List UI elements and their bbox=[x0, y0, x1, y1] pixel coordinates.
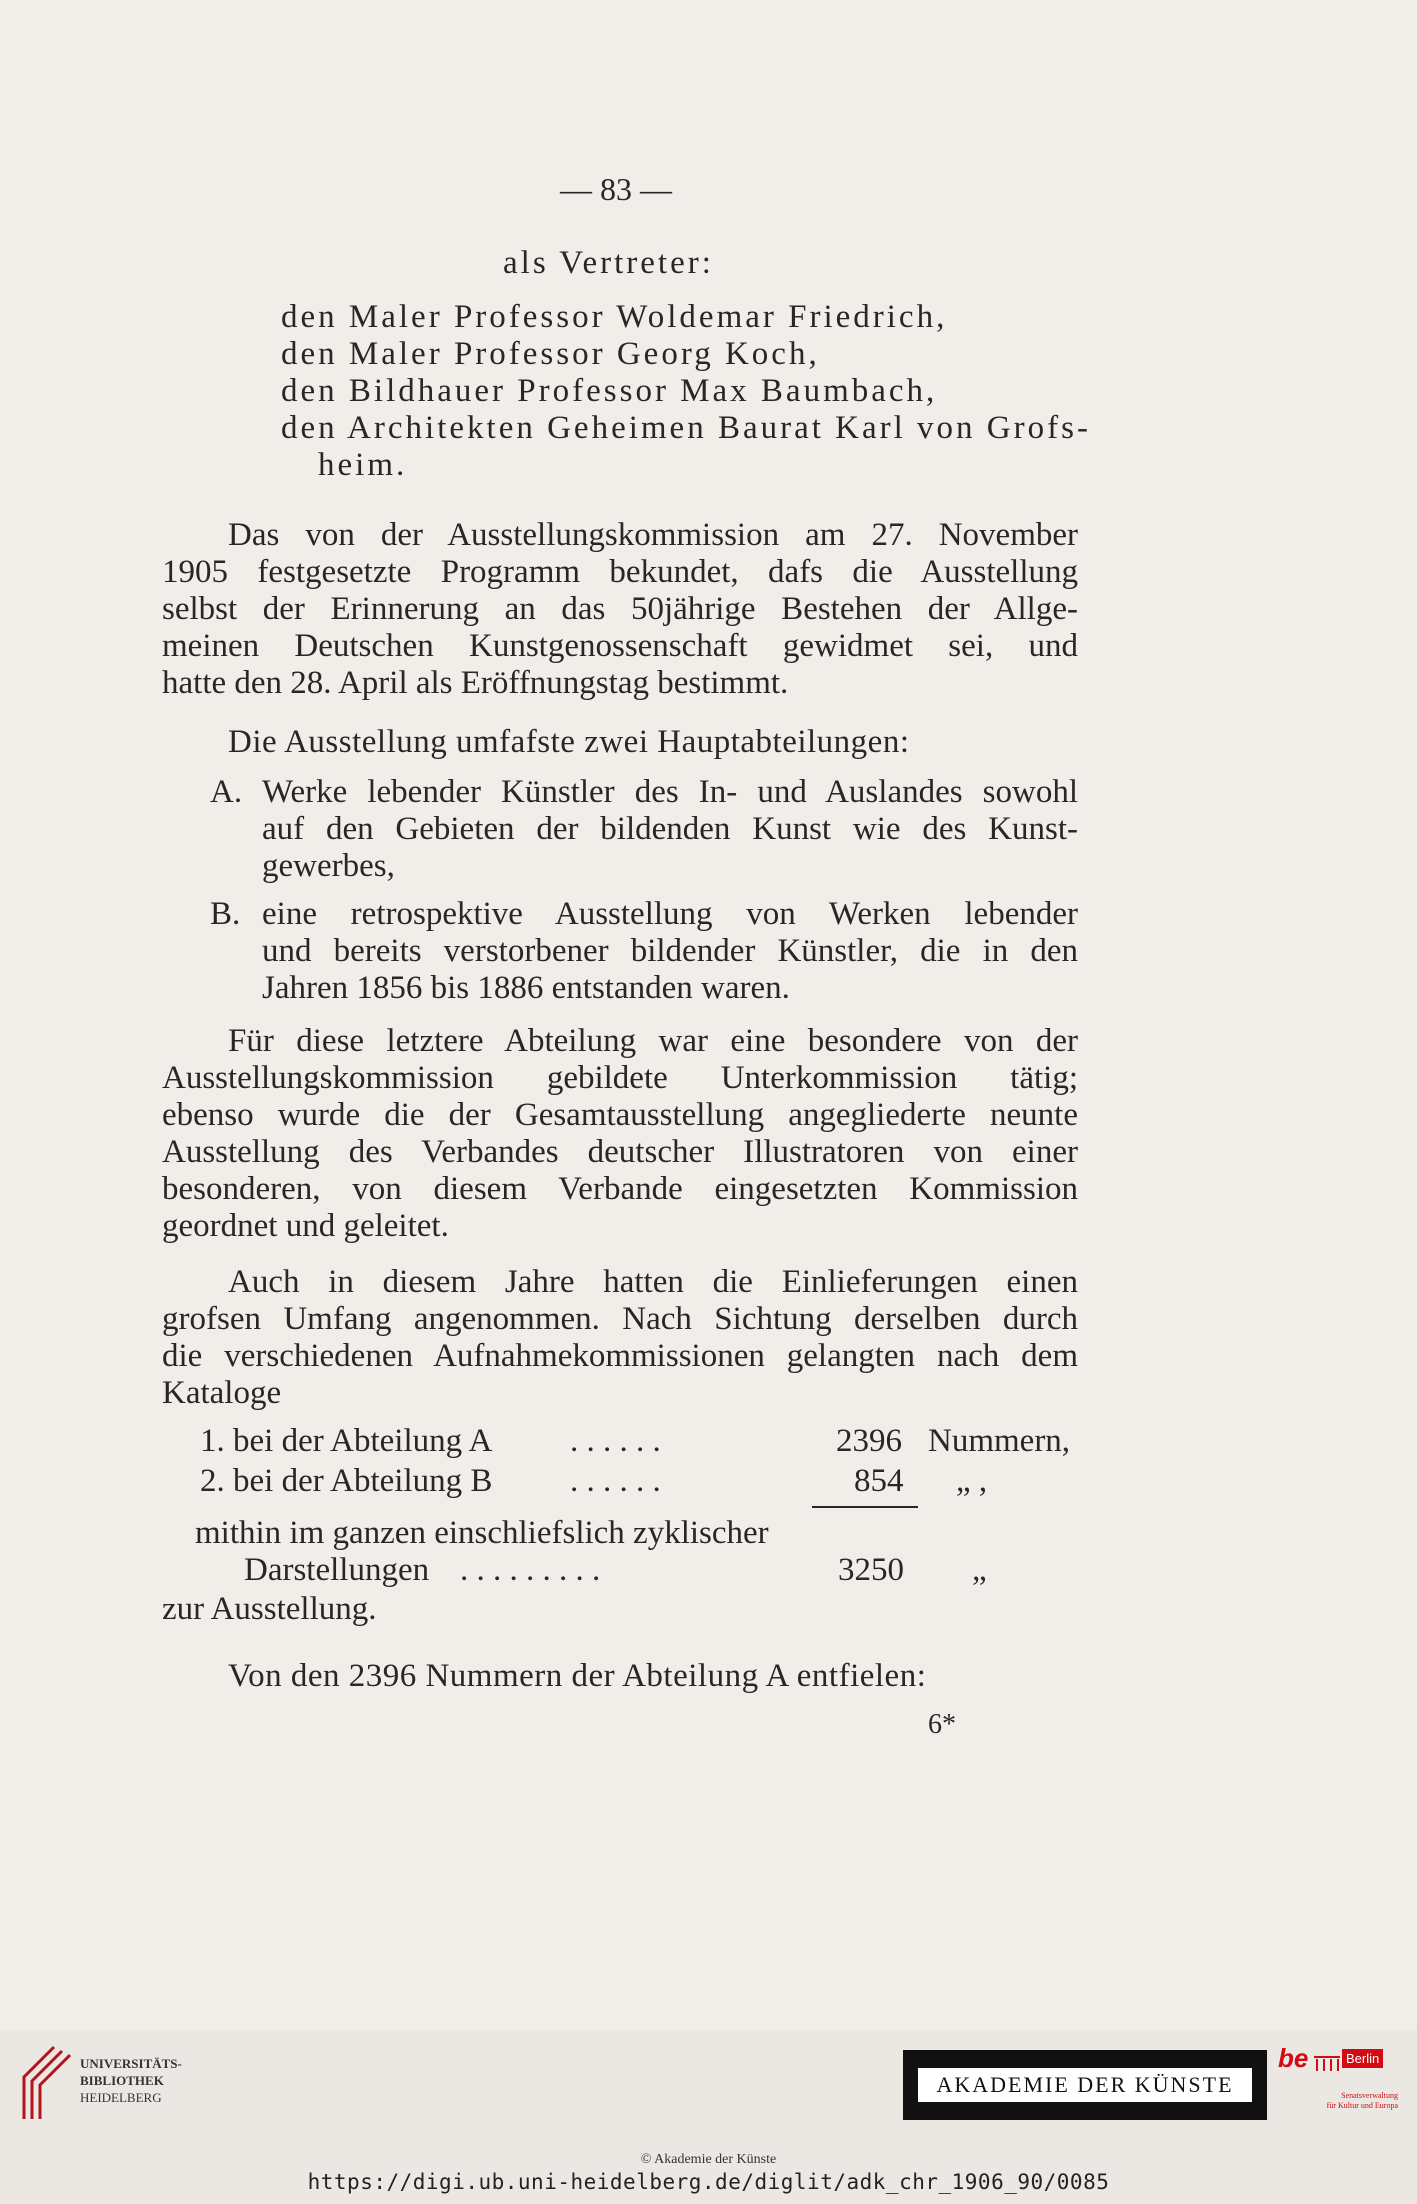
table-total-dots: . . . . . . . . . bbox=[460, 1552, 601, 1588]
university-library-name bbox=[80, 2055, 182, 2106]
paragraph-line: Ausstellungskommission gebildete Unterkommission tätig; bbox=[162, 1060, 1078, 1096]
berlin-badge: Berlin bbox=[1342, 2049, 1383, 2068]
table-row-unit: Nummern, bbox=[928, 1423, 1071, 1459]
list-item: den Maler Professor Georg Koch, bbox=[281, 336, 820, 372]
berlin-be-icon: be bbox=[1278, 2043, 1309, 2073]
library-line: HEIDELBERG bbox=[80, 2090, 162, 2105]
permalink-url[interactable]: https://digi.ub.uni-heidelberg.de/diglit/adk_chr_1906_90/0085 bbox=[307, 2170, 1110, 2194]
library-line: UNIVERSITÄTS- bbox=[80, 2056, 182, 2071]
paragraph-line: Die Ausstellung umfafste zwei Hauptabteilungen: bbox=[228, 724, 910, 760]
sum-rule bbox=[812, 1506, 918, 1508]
item-b-line: Jahren 1856 bis 1886 entstanden waren. bbox=[262, 970, 790, 1006]
paragraph-line: besonderen, von diesem Verbande eingesetzten Kommission bbox=[162, 1171, 1078, 1207]
paragraph-line: Auch in diesem Jahre hatten die Einlieferungen einen bbox=[228, 1264, 1078, 1300]
table-outro: zur Ausstellung. bbox=[162, 1591, 377, 1627]
paragraph-line: Das von der Ausstellungskommission am 27. November bbox=[228, 517, 1078, 553]
item-a-line: Werke lebender Künstler des In- und Auslandes sowohl bbox=[262, 774, 1078, 810]
library-line: BIBLIOTHEK bbox=[80, 2073, 164, 2088]
list-item: den Architekten Geheimen Baurat Karl von Grofs- bbox=[281, 410, 1091, 446]
table-row-dots: . . . . . . bbox=[570, 1423, 661, 1459]
akademie-logo[interactable] bbox=[903, 2050, 1267, 2120]
paragraph-line: Von den 2396 Nummern der Abteilung A entfielen: bbox=[228, 1658, 927, 1694]
list-item: heim. bbox=[318, 447, 408, 483]
berlin-subtitle-line: für Kultur und Europa bbox=[1326, 2101, 1398, 2110]
table-row-value: 2396 bbox=[836, 1423, 902, 1459]
copyright-notice: © Akademie der Künste bbox=[640, 2152, 777, 2167]
paragraph-line: grofsen Umfang angenommen. Nach Sichtung derselben durch bbox=[162, 1301, 1078, 1337]
berlin-subtitle bbox=[1308, 2091, 1398, 2111]
akademie-label: AKADEMIE DER KÜNSTE bbox=[918, 2068, 1251, 2102]
paragraph-line: ebenso wurde die der Gesamtausstellung angegliederte neunte bbox=[162, 1097, 1078, 1133]
university-library-logo-icon[interactable] bbox=[14, 2043, 72, 2123]
table-row-label: 2. bei der Abteilung B bbox=[200, 1463, 493, 1499]
paragraph-line: meinen Deutschen Kunstgenossenschaft gewidmet sei, und bbox=[162, 628, 1078, 664]
item-b-line: und bereits verstorbener bildender Künstler, die in den bbox=[262, 933, 1078, 969]
berlin-gate-icon bbox=[1312, 2053, 1342, 2073]
signature-mark: 6* bbox=[928, 1709, 956, 1740]
table-row-label: 1. bei der Abteilung A bbox=[200, 1423, 493, 1459]
berlin-logo[interactable] bbox=[1278, 2043, 1400, 2119]
table-total-intro: mithin im ganzen einschliefslich zyklischer bbox=[195, 1515, 769, 1551]
item-b-label: B. bbox=[210, 896, 241, 932]
table-row-dots: . . . . . . bbox=[570, 1463, 661, 1499]
paragraph-line: Ausstellung des Verbandes deutscher Illustratoren von einer bbox=[162, 1134, 1078, 1170]
page-number: — 83 — bbox=[560, 171, 672, 207]
list-item: den Bildhauer Professor Max Baumbach, bbox=[281, 373, 938, 409]
table-row-unit: „ , bbox=[956, 1463, 988, 1499]
paragraph-line: 1905 festgesetzte Programm bekundet, dafs die Ausstellung bbox=[162, 554, 1078, 590]
section-heading: als Vertreter: bbox=[503, 245, 714, 281]
table-total-unit: „ bbox=[972, 1552, 987, 1588]
item-a-line: gewerbes, bbox=[262, 848, 395, 884]
table-row-value: 854 bbox=[854, 1463, 904, 1499]
paragraph-line: hatte den 28. April als Eröffnungstag bestimmt. bbox=[162, 665, 789, 701]
berlin-subtitle-line: Senatsverwaltung bbox=[1341, 2091, 1398, 2100]
paragraph-line: Kataloge bbox=[162, 1375, 282, 1411]
table-total-label: Darstellungen bbox=[244, 1552, 430, 1588]
list-item: den Maler Professor Woldemar Friedrich, bbox=[281, 299, 948, 335]
table-total-value: 3250 bbox=[838, 1552, 904, 1588]
item-b-line: eine retrospektive Ausstellung von Werken lebender bbox=[262, 896, 1078, 932]
paragraph-line: geordnet und geleitet. bbox=[162, 1208, 449, 1244]
paragraph-line: selbst der Erinnerung an das 50jährige Bestehen der Allge- bbox=[162, 591, 1078, 627]
item-a-label: A. bbox=[210, 774, 243, 810]
paragraph-line: Für diese letztere Abteilung war eine besondere von der bbox=[228, 1023, 1078, 1059]
paragraph-line: die verschiedenen Aufnahmekommissionen gelangten nach dem bbox=[162, 1338, 1078, 1374]
item-a-line: auf den Gebieten der bildenden Kunst wie des Kunst- bbox=[262, 811, 1078, 847]
